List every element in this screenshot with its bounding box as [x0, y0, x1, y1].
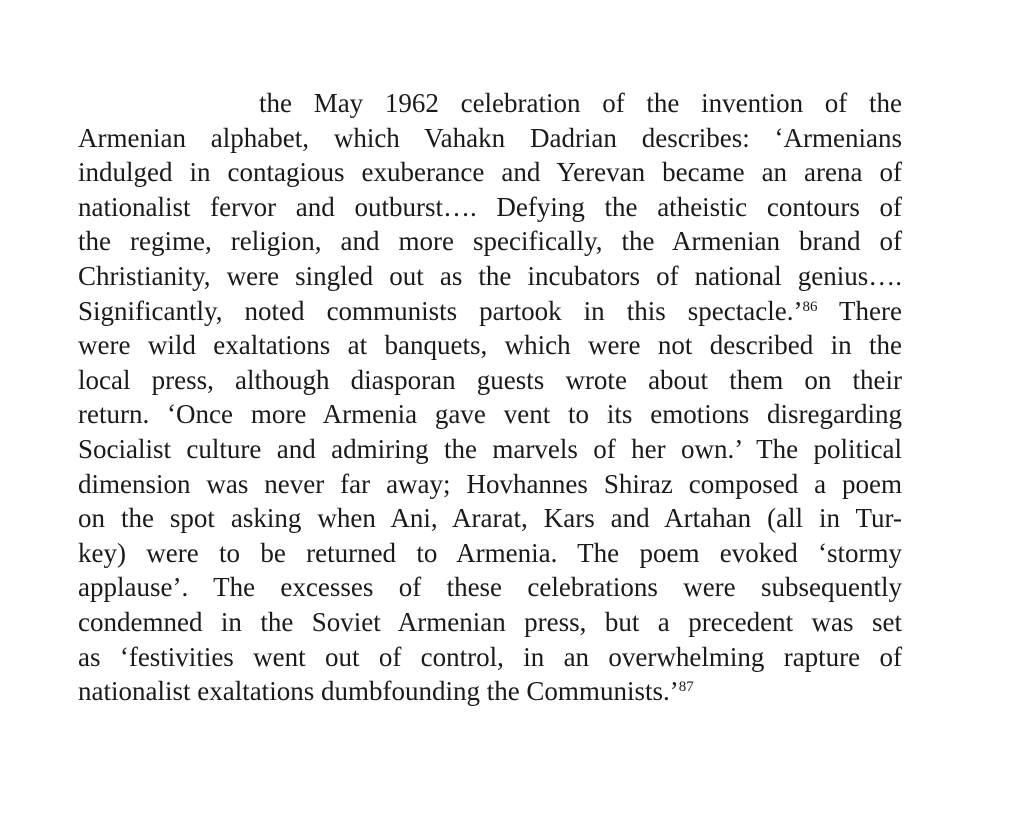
- text-line: [78, 294, 902, 329]
- text-line: dimension was never far away; Hovhannes Shiraz composed a poem: [78, 468, 902, 499]
- text-line: key) were to be returned to Armenia. The poem evoked ‘stormy: [78, 537, 902, 568]
- footnote-marker: 87: [678, 679, 694, 696]
- text-line: Armenian alphabet, which Vahakn Dadrian describes: ‘Armenians: [78, 122, 902, 153]
- text-segment: nationalist exaltations dumbfounding the Communists.’: [78, 676, 679, 707]
- text-line: return. ‘Once more Armenia gave vent to its emotions disregarding: [78, 399, 902, 430]
- text-line: Christianity, were singled out as the incubators of national genius….: [78, 260, 902, 291]
- text-segment: There: [817, 295, 902, 326]
- text-line: [78, 674, 902, 709]
- text-line: as ‘festivities went out of control, in an overwhelming rapture of: [78, 641, 902, 672]
- text-segment: Significantly, noted communists partook in this spectacle.’: [78, 295, 803, 326]
- footnote-marker: 86: [802, 298, 818, 315]
- text-line: local press, although diasporan guests wrote about them on their: [78, 364, 902, 395]
- text-line: on the spot asking when Ani, Ararat, Kars and Artahan (all in Tur-: [78, 503, 902, 534]
- text-line: indulged in contagious exuberance and Yerevan became an arena of: [78, 157, 902, 188]
- text-line: the regime, religion, and more specifically, the Armenian brand of: [78, 226, 902, 257]
- text-line: applause’. The excesses of these celebrations were subsequently: [78, 572, 902, 603]
- text-line: the May 1962 celebration of the invention of the: [259, 88, 902, 118]
- text-line: were wild exaltations at banquets, which were not described in the: [78, 330, 902, 361]
- text-line: Socialist culture and admiring the marvels of her own.’ The political: [78, 433, 902, 464]
- text-line: condemned in the Soviet Armenian press, but a precedent was set: [78, 606, 902, 637]
- text-line: nationalist fervor and outburst…. Defying the atheistic contours of: [78, 191, 902, 222]
- body-paragraph: [78, 86, 902, 709]
